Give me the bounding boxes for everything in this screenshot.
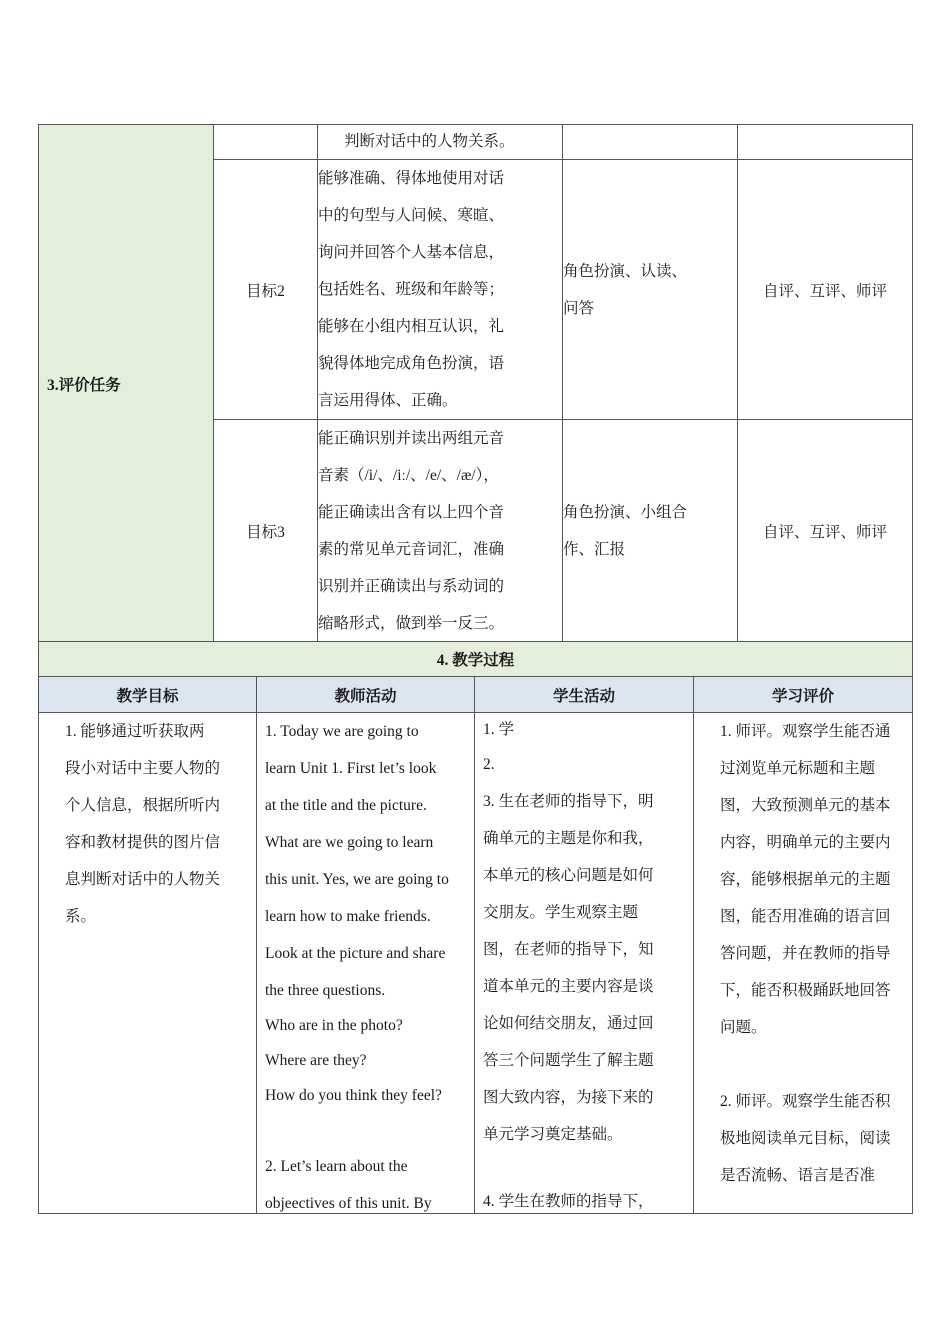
evaluator-3: 自评、互评、师评 [738,420,913,643]
eval-section-label: 3.评价任务 [39,125,214,643]
process-title: 4. 教学过程 [39,642,913,677]
evaluation-cell: 1. 师评。观察学生能否通 过浏览单元标题和主题 图，大致预测单元的基本 内容，明确单元的主要内 容，能够根据单元的主题 图，能否用准确的语言回 答问题，并在教师的指导 下，能否积极踊跃地回答 问题。 2. 师评。观察学生能否积 极地阅读单元目标，阅读 是否流畅、语言是否准 [694,713,913,1214]
teacher-cell: 1. Today we are going to learn Unit 1. First let’s look at the title and the picture. What are we going to learn this unit. Yes, we are going to learn how to make friends. Look at the picture and share the three questions. Who are in the photo? Where are they? How do you think they feel? 2. Let’s learn about the objeectives of this unit. By [257,713,475,1214]
target-content-3: 能正确识别并读出两组元音 音素（/i/、/iː/、/e/、/æ/）， 能正确读出含有以上四个音 素的常见单元音词汇，准确 识别并正确读出与系动词的 缩略形式，做到举一反三。 [318,420,563,643]
target-cell-empty [214,125,318,160]
header-goal: 教学目标 [39,677,257,713]
target-label-3: 目标3 [214,420,318,643]
goal-cell: 1. 能够通过听获取两 段小对话中主要人物的 个人信息，根据所听内 容和教材提供的图片信 息判断对话中的人物关 系。 [39,713,257,1214]
target-content-0: 判断对话中的人物关系。 [318,125,563,160]
target-content-2: 能够准确、得体地使用对话 中的句型与人问候、寒暄、 询问并回答个人基本信息， 包括姓名、班级和年龄等； 能够在小组内相互认识，礼 貌得体地完成角色扮演，语 言运用得体、正确。 [318,160,563,420]
evaluation-task-table [38,124,913,643]
student-cell: 1. 学 2. 3. 生在老师的指导下，明 确单元的主题是你和我， 本单元的核心问题是如何 交朋友。学生观察主题 图，在老师的指导下，知 道本单元的主要内容是谈 论如何结交朋友，通过回 答三个问题学生了解主题 图大致内容，为接下来的 单元学习奠定基础。 4. 学生在教师的指导下， [475,713,694,1214]
method-cell-empty [563,125,738,160]
method-2: 角色扮演、认读、 问答 [563,160,738,420]
target-label-2: 目标2 [214,160,318,420]
teaching-process-table [38,641,913,1214]
evaluator-cell-empty [738,125,913,160]
method-3: 角色扮演、小组合 作、汇报 [563,420,738,643]
header-teacher: 教师活动 [257,677,475,713]
evaluator-2: 自评、互评、师评 [738,160,913,420]
header-evaluation: 学习评价 [694,677,913,713]
header-student: 学生活动 [475,677,694,713]
